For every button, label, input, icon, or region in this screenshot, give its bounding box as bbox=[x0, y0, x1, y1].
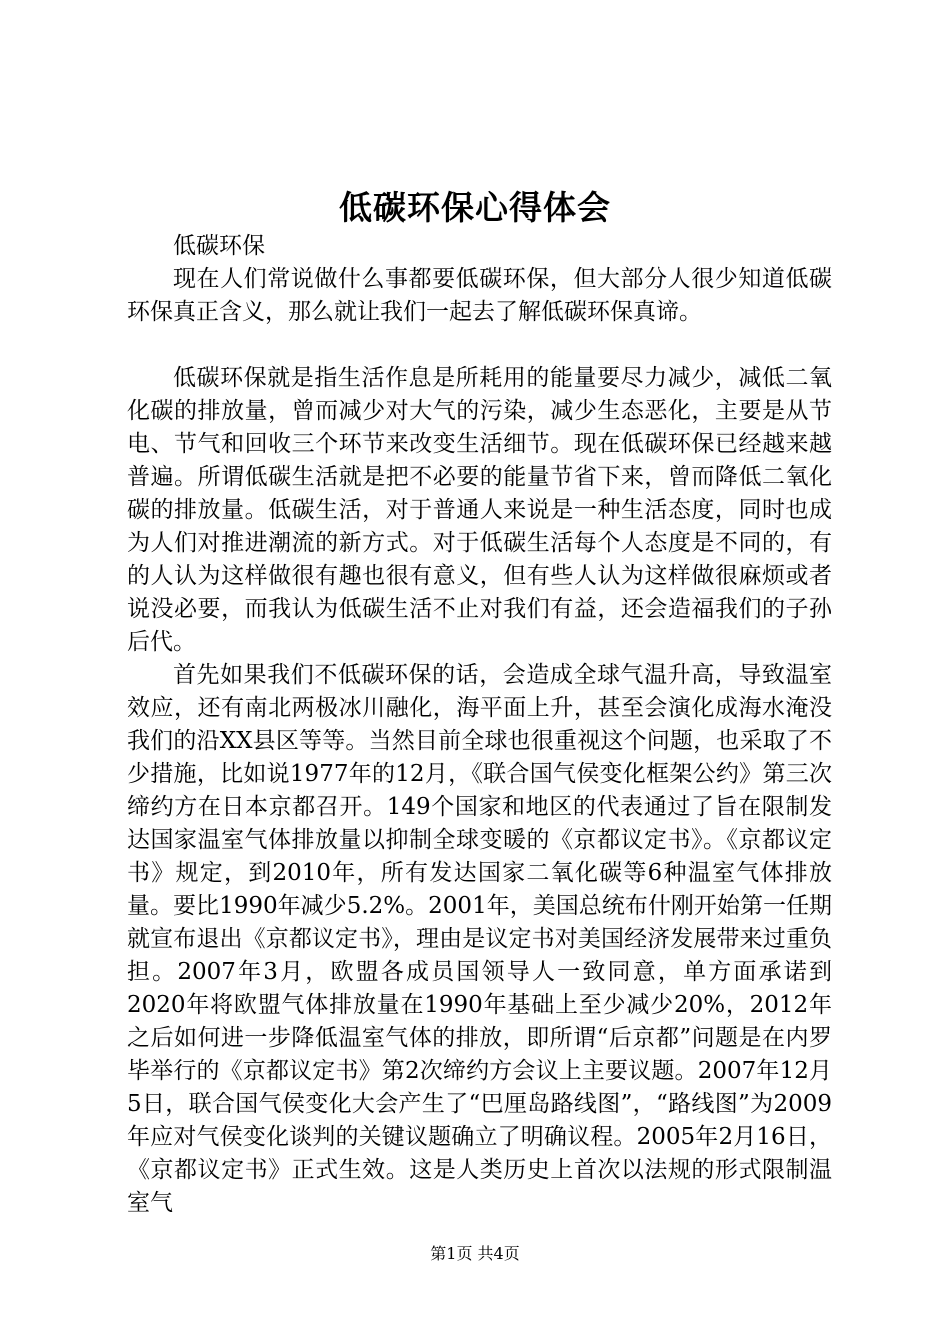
document-body bbox=[127, 230, 832, 1220]
document-title: 低碳环保心得体会 bbox=[339, 188, 611, 227]
paragraph-definition: 低碳环保就是指生活作息是所耗用的能量要尽力减少，减低二氧化碳的排放量，曾而减少对大气的污染，减少生态恶化，主要是从节电、节气和回收三个环节来改变生活细节。现在低碳环保已经越来越普遍。所谓低碳生活就是把不必要的能量节省下来，曾而降低二氧化碳的排放量。低碳生活，对于普通人来说是一种生活态度，同时也成为人们对推进潮流的新方式。对于低碳生活每个人态度是不同的，有的人认为这样做很有趣也很有意义，但有些人认为这样做很麻烦或者说没必要，而我认为低碳生活不止对我们有益，还会造福我们的子孙后代。 bbox=[127, 365, 832, 655]
paragraph-intro: 现在人们常说做什么事都要低碳环保，但大部分人很少知道低碳环保真正含义，那么就让我们一起去了解低碳环保真谛。 bbox=[127, 266, 832, 325]
page-footer: 第1页 共4页 bbox=[430, 1244, 520, 1263]
paragraph-impact: 首先如果我们不低碳环保的话，会造成全球气温升高，导致温室效应，还有南北两极冰川融化，海平面上升，甚至会演化成海水淹没我们的沿XX县区等等。当然目前全球也很重视这个问题，也采取了不少措施，比如说1977年的12月，《联合国气侯变化框架公约》第三次缔约方在日本京都召开。149个国家和地区的代表通过了旨在限制发达国家温室气体排放量以抑制全球变暖的《京都议定书》。《京都议定书》规定，到2010年，所有发达国家二氧化碳等6种温室气体排放量。要比1990年减少5.2%。2001年，美国总统布什刚开始第一任期就宣布退出《京都议定书》，理由是议定书对美国经济发展带来过重负担。2007年3月，欧盟各成员国领导人一致同意，单方面承诺到2020年将欧盟气体排放量在1990年基础上至少减少20%，2012年之后如何进一步降低温室气体的排放，即所谓“后京都”问题是在内罗毕举行的《京都议定书》第2次缔约方会议上主要议题。2007年12月5日，联合国气侯变化大会产生了“巴厘岛路线图”，“路线图”为2009年应对气侯变化谈判的关键议题确立了明确议程。2005年2月16日，《京都议定书》正式生效。这是人类历史上首次以法规的形式限制温室气 bbox=[127, 662, 832, 1216]
paragraph-subtitle: 低碳环保 bbox=[173, 233, 265, 259]
